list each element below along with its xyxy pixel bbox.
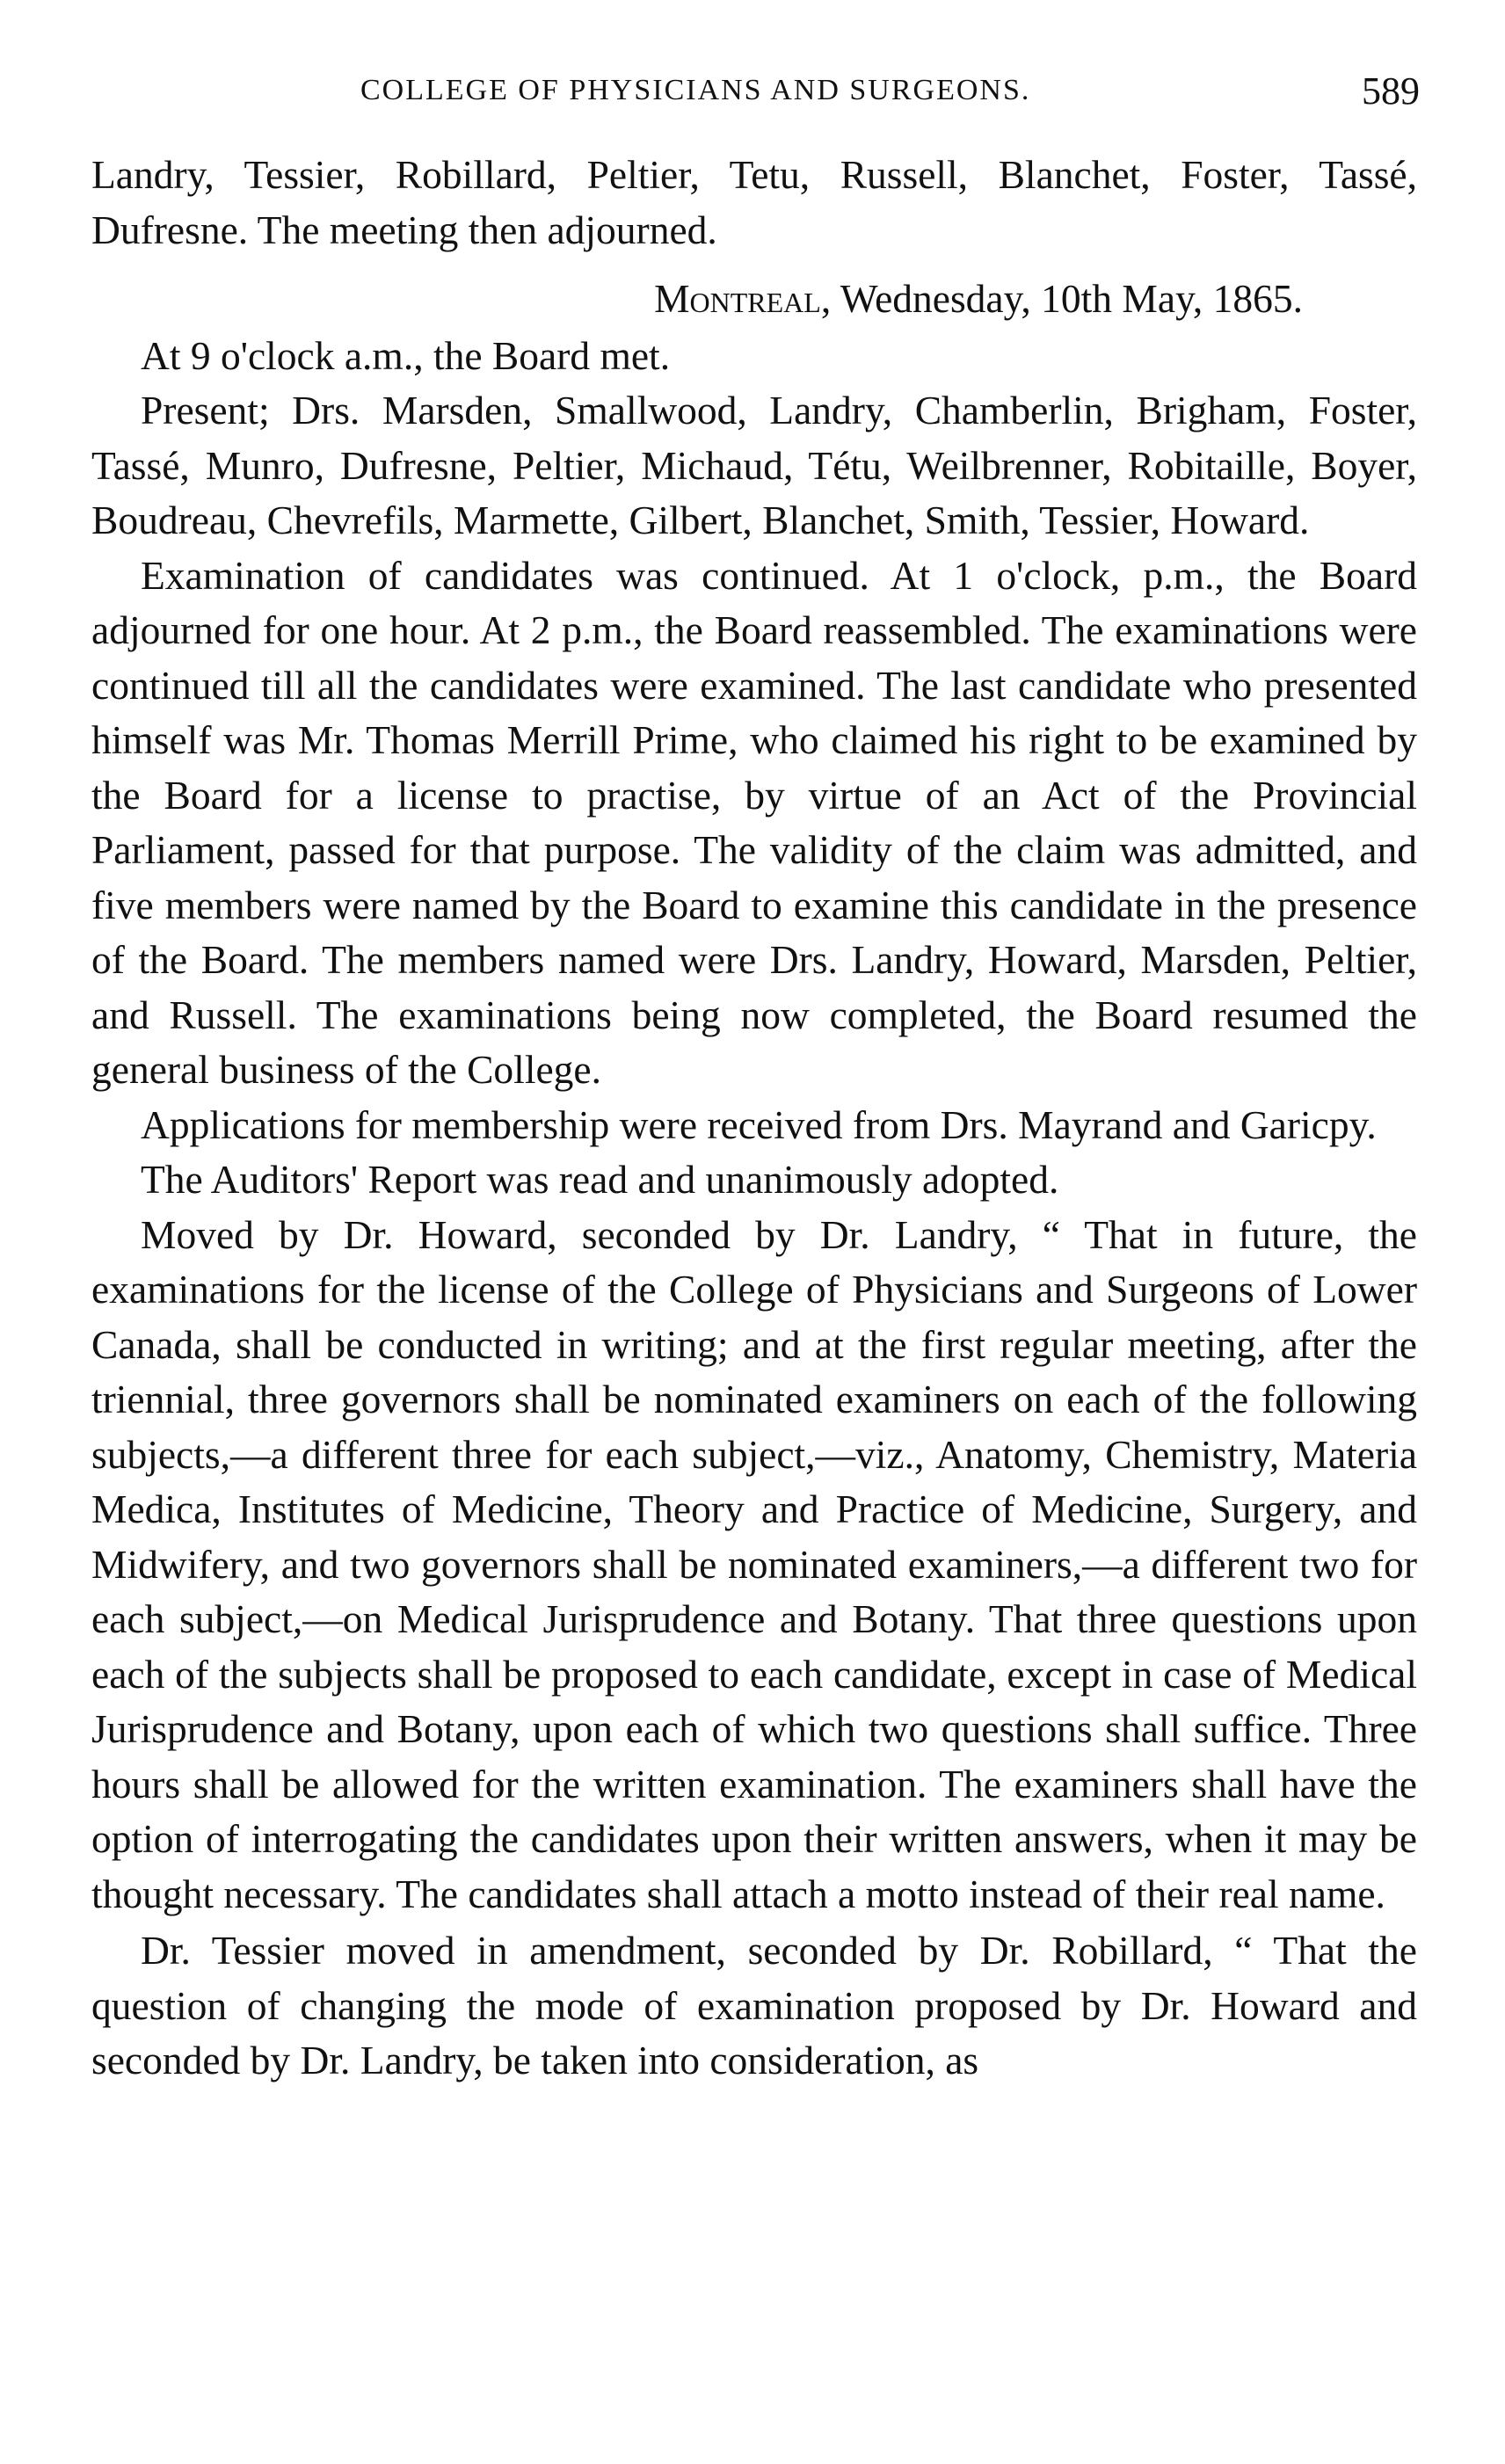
applications-paragraph: Applications for membership were received from Drs. Mayrand and Garicpy. [141, 1101, 1377, 1147]
auditors-paragraph: The Auditors' Report was read and unanimously adopted. [141, 1157, 1059, 1202]
meeting-paragraph: At 9 o'clock a.m., the Board met. [141, 332, 671, 378]
continuation-paragraph: Landry, Tessier, Robillard, Peltier, Tetu, Russell, Blanchet, Foster, Tassé, Dufresne. The meeting then adjourned. [91, 152, 1417, 252]
examination-paragraph: Examination of candidates was continued. At 1 o'clock, p.m., the Board adjourned for one hour. At 2 p.m., the Board reassembled. The examinations were continued till all the candidates were examined. The last candidate who presented himself was Mr. Thomas Merrill Prime, who claimed his right to be examined by the Board for a license to practise, by virtue of an Act of the Provincial Parliament, passed for that purpose. The validity of the claim was admitted, and five members were named by the Board to examine this candidate in the presence of the Board. The members named were Drs. Landry, Howard, Marsden, Peltier, and Russell. The examinations being now completed, the Board resumed the general business of the College. [91, 552, 1417, 1092]
dateline-date: Wednesday, 10th May, 1865. [831, 276, 1303, 321]
present-paragraph: Present; Drs. Marsden, Smallwood, Landry, Chamberlin, Brigham, Foster, Tassé, Munro, Dufresne, Peltier, Michaud, Tétu, Weilbrenner, Robitaille, Boyer, Boudreau, Chevrefils, Marmette, Gilbert, Blanchet, Smith, Tessier, Howard. [91, 388, 1417, 542]
dateline [91, 272, 1417, 327]
running-title: COLLEGE OF PHYSICIANS AND SURGEONS. [360, 74, 1031, 106]
motion-paragraph: Moved by Dr. Howard, seconded by Dr. Landry, “ That in future, the examinations for the license of the College of Physicians and Surgeons of Lower Canada, shall be conducted in writing; and at the first regular meeting, after the triennial, three governors shall be nominated examiners on each of the following subjects,—a different three for each subject,—viz., Anatomy, Chemistry, Materia Medica, Institutes of Medicine, Theory and Practice of Medicine, Surgery, and Midwifery, and two governors shall be nominated examiners,—a different two for each subject,—on Medical Jurisprudence and Botany. That three questions upon each of the subjects shall be proposed to each candidate, except in case of Medical Jurisprudence and Botany, upon each of which two questions shall suffice. Three hours shall be allowed for the written examination. The examiners shall have the option of interrogating the candidates upon their written answers, when it may be thought necessary. The candidates shall attach a motto instead of their real name. [91, 1211, 1417, 1916]
body-text [91, 148, 1417, 2089]
running-head [97, 69, 1420, 121]
page-number: 589 [1362, 69, 1420, 113]
amendment-paragraph: Dr. Tessier moved in amendment, seconded by Dr. Robillard, “ That the question of changing the mode of examination proposed by Dr. Howard and seconded by Dr. Landry, be taken into consideration, as [91, 1928, 1417, 2082]
dateline-place: Montreal, [654, 276, 832, 321]
